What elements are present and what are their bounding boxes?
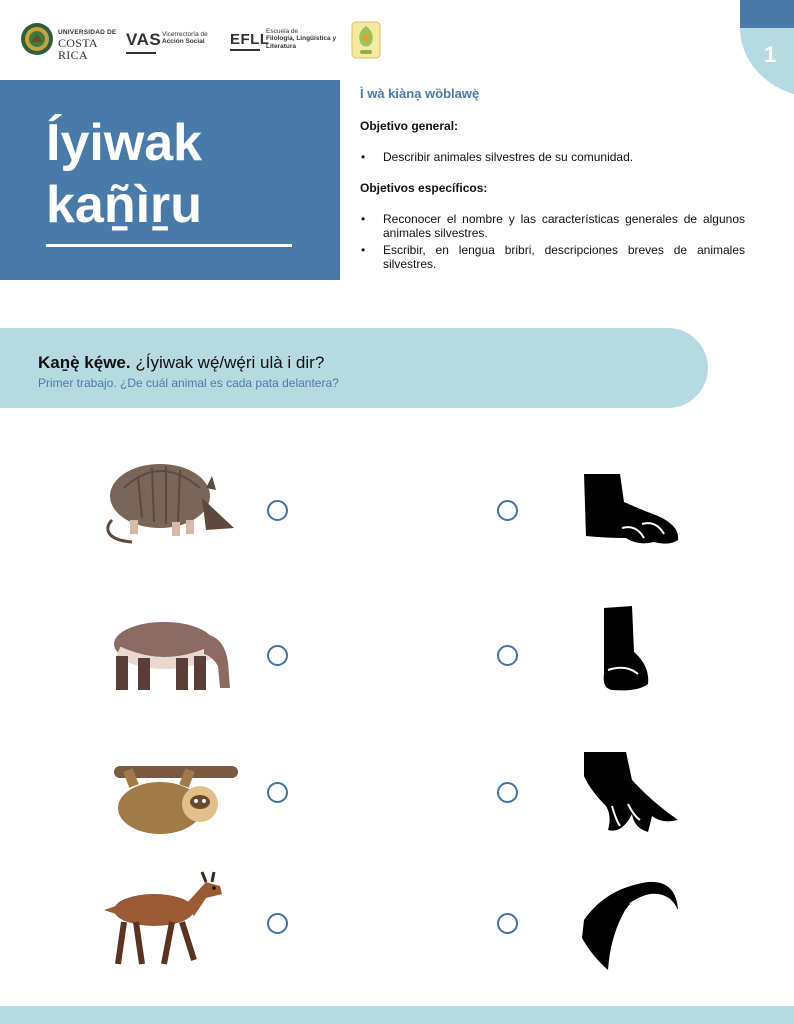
deer-icon [102,870,232,968]
ucr-seal-icon [20,22,54,56]
ucr-logo-line2: COSTA RICA [58,35,98,63]
efll-logo [230,28,340,54]
exercise-title [38,353,324,373]
vas-logo-line2: Acción Social [162,38,205,46]
specific-objective-item-1: Reconocer el nombre y las características generales de algunos animales silvestres. [383,212,745,240]
bribri-emblem-icon [350,20,382,60]
bullet-icon: • [361,212,366,226]
efll-logo-line3: Literatura [266,42,296,50]
tapir-icon [108,612,232,696]
match-circle-foot-3[interactable] [497,782,518,803]
match-circle-deer[interactable] [267,913,288,934]
specific-objective-item-2: Escribir, en lengua bribri, descripciones breves de animales silvestres. [383,243,745,271]
sloth-claw-icon [580,880,680,972]
general-objective-label: Objetivo general: [360,119,459,133]
bullet-icon: • [361,150,366,164]
efll-logo-underline [230,49,260,51]
page-number: 1 [764,42,777,67]
deer-hoof-icon [582,750,682,836]
page-title-line2: kaṉ̃ìṟu [46,176,203,234]
footer-band [0,1006,794,1024]
tapir-foot-icon [598,604,654,692]
objectives-heading: Ì wà kiànạ wȍblawę̀ [360,86,480,101]
efll-logo-line1: Escuela de [266,28,299,35]
match-circle-foot-4[interactable] [497,913,518,934]
exercise-title-bold: Kaṉę̀ kę́we. [38,353,131,372]
match-circle-sloth[interactable] [267,782,288,803]
exercise-subtitle: Primer trabajo. ¿De cuál animal es cada pata delantera? [38,376,339,390]
exercise-title-question: ¿Íyiwak wę́/wę́ri ulà i dir? [130,353,325,372]
ucr-logo [20,22,120,63]
page-corner-tab [740,0,794,28]
match-circle-armadillo[interactable] [267,500,288,521]
armadillo-foot-icon [582,472,682,548]
match-circle-tapir[interactable] [267,645,288,666]
vas-logo-abbr: VAS [126,30,162,49]
efll-logo-line2: Filología, Lingüística y [266,35,337,43]
ucr-logo-line1: UNIVERSIDAD DE [58,29,117,36]
match-circle-foot-1[interactable] [497,500,518,521]
efll-logo-abbr: EFLL [230,31,270,48]
general-objective-item: Describir animales silvestres de su comunidad. [383,150,634,164]
title-underline [46,244,292,247]
vas-logo [126,30,221,54]
specific-objectives-label: Objetivos específicos: [360,181,488,195]
match-circle-foot-2[interactable] [497,645,518,666]
page-title-line1: Íyiwak [46,114,203,172]
sloth-icon [114,756,238,836]
bullet-icon: • [361,243,366,257]
armadillo-icon [102,458,238,548]
vas-logo-line1: Vicerrectoría de [162,31,208,38]
page-title [46,112,202,236]
vas-logo-underline [126,52,156,54]
